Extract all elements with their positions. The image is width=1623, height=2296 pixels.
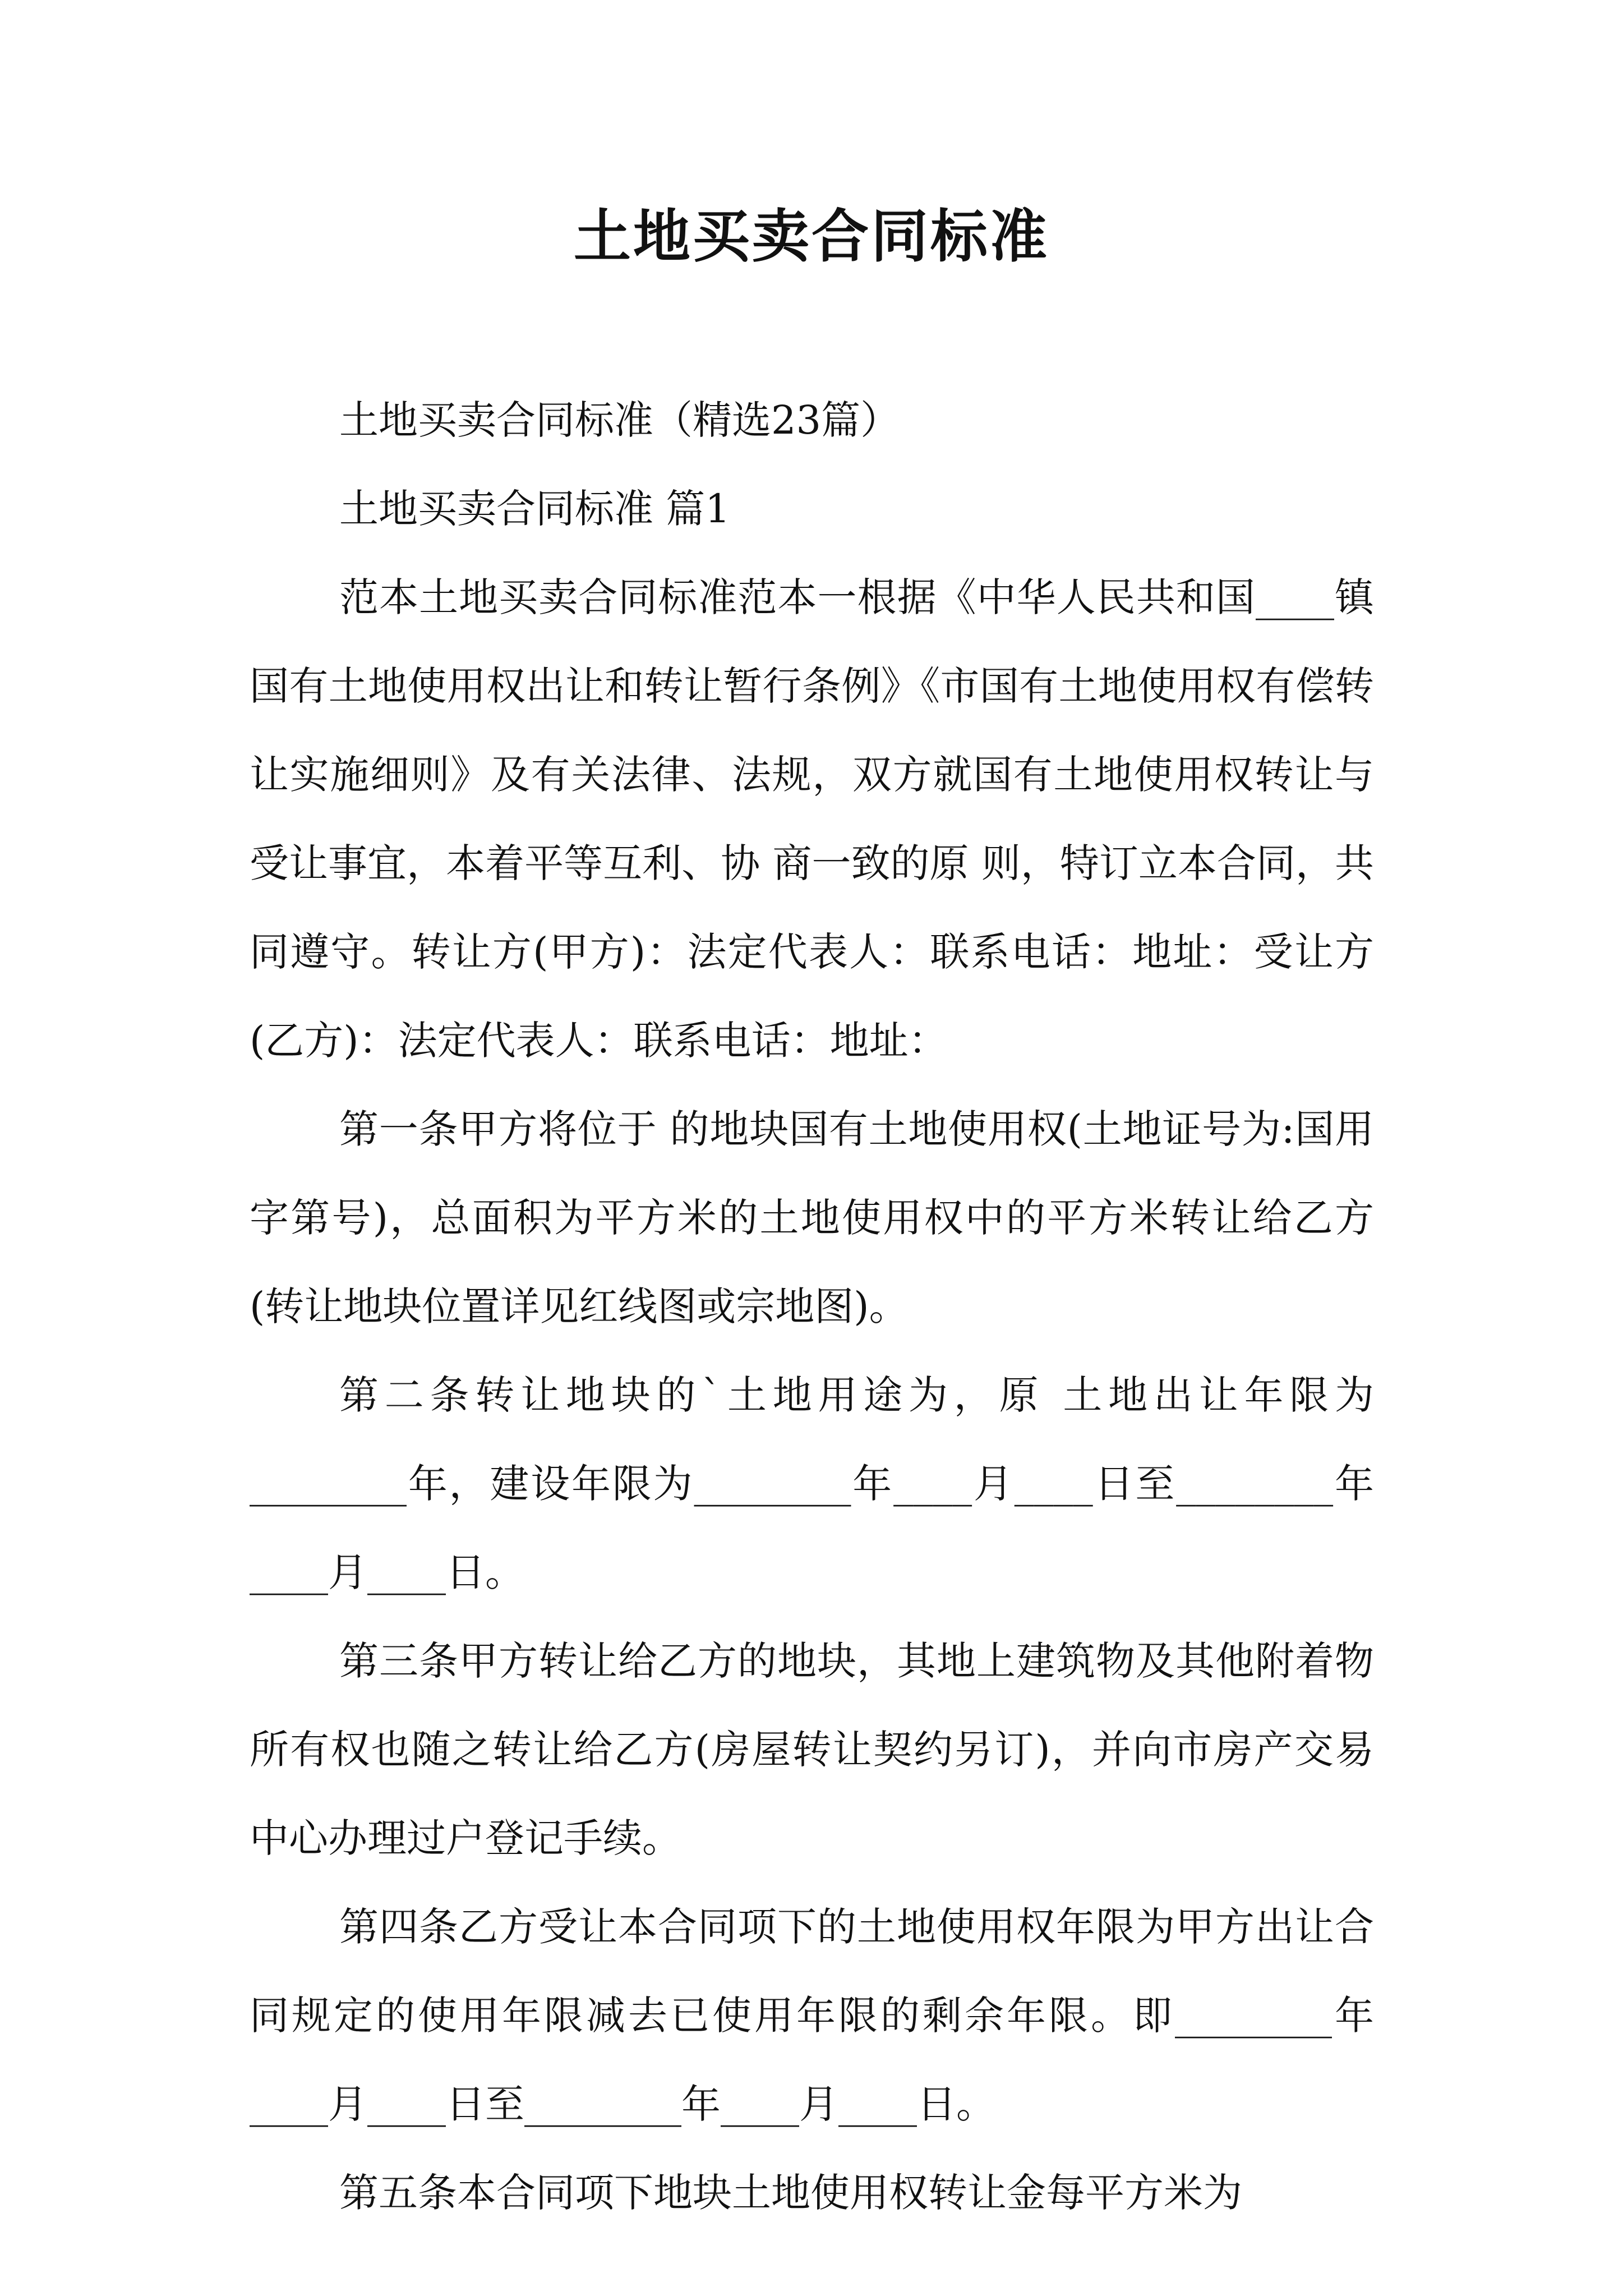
paragraph-subtitle: 土地买卖合同标准（精选23篇） [339, 397, 900, 443]
document-title: 土地买卖合同标准 [574, 203, 1049, 270]
paragraph-article-5: 第五条本合同项下地块土地使用权转让金每平方米为 [339, 2170, 1242, 2216]
paragraph-section-heading: 土地买卖合同标准 篇1 [339, 486, 730, 532]
paragraph-article-1: 第一条甲方将位于 的地块国有土地使用权(土地证号为:国用字第号)，总面积为平方米的土地使用权中的平方米转让给乙方(转让地块位置详见红线图或宗地图)。 [250, 1106, 1374, 1329]
paragraph-article-2: 第二条转让地块的`土地用途为，原 土地出让年限为________年，建设年限为________年____月____日至________年____月____日。 [250, 1372, 1374, 1595]
document-body [250, 376, 1374, 2237]
paragraph-preamble: 范本土地买卖合同标准范本一根据《中华人民共和国____镇国有土地使用权出让和转让暂行条例》《市国有土地使用权有偿转让实施细则》及有关法律、法规，双方就国有土地使用权转让与受让事宜，本着平等互利、协 商一致的原 则，特订立本合同，共同遵守。转让方(甲方)：法定代表人：联系电话：地址：受让方(乙方)：法定代表人：联系电话：地址： [250, 574, 1374, 1064]
paragraph-article-3: 第三条甲方转让给乙方的地块，其地上建筑物及其他附着物所有权也随之转让给乙方(房屋转让契约另订)，并向市房产交易中心办理过户登记手续。 [250, 1638, 1374, 1861]
paragraph-article-4: 第四条乙方受让本合同项下的土地使用权年限为甲方出让合同规定的使用年限减去已使用年限的剩余年限。即________年____月____日至________年____月____日。 [250, 1904, 1374, 2127]
